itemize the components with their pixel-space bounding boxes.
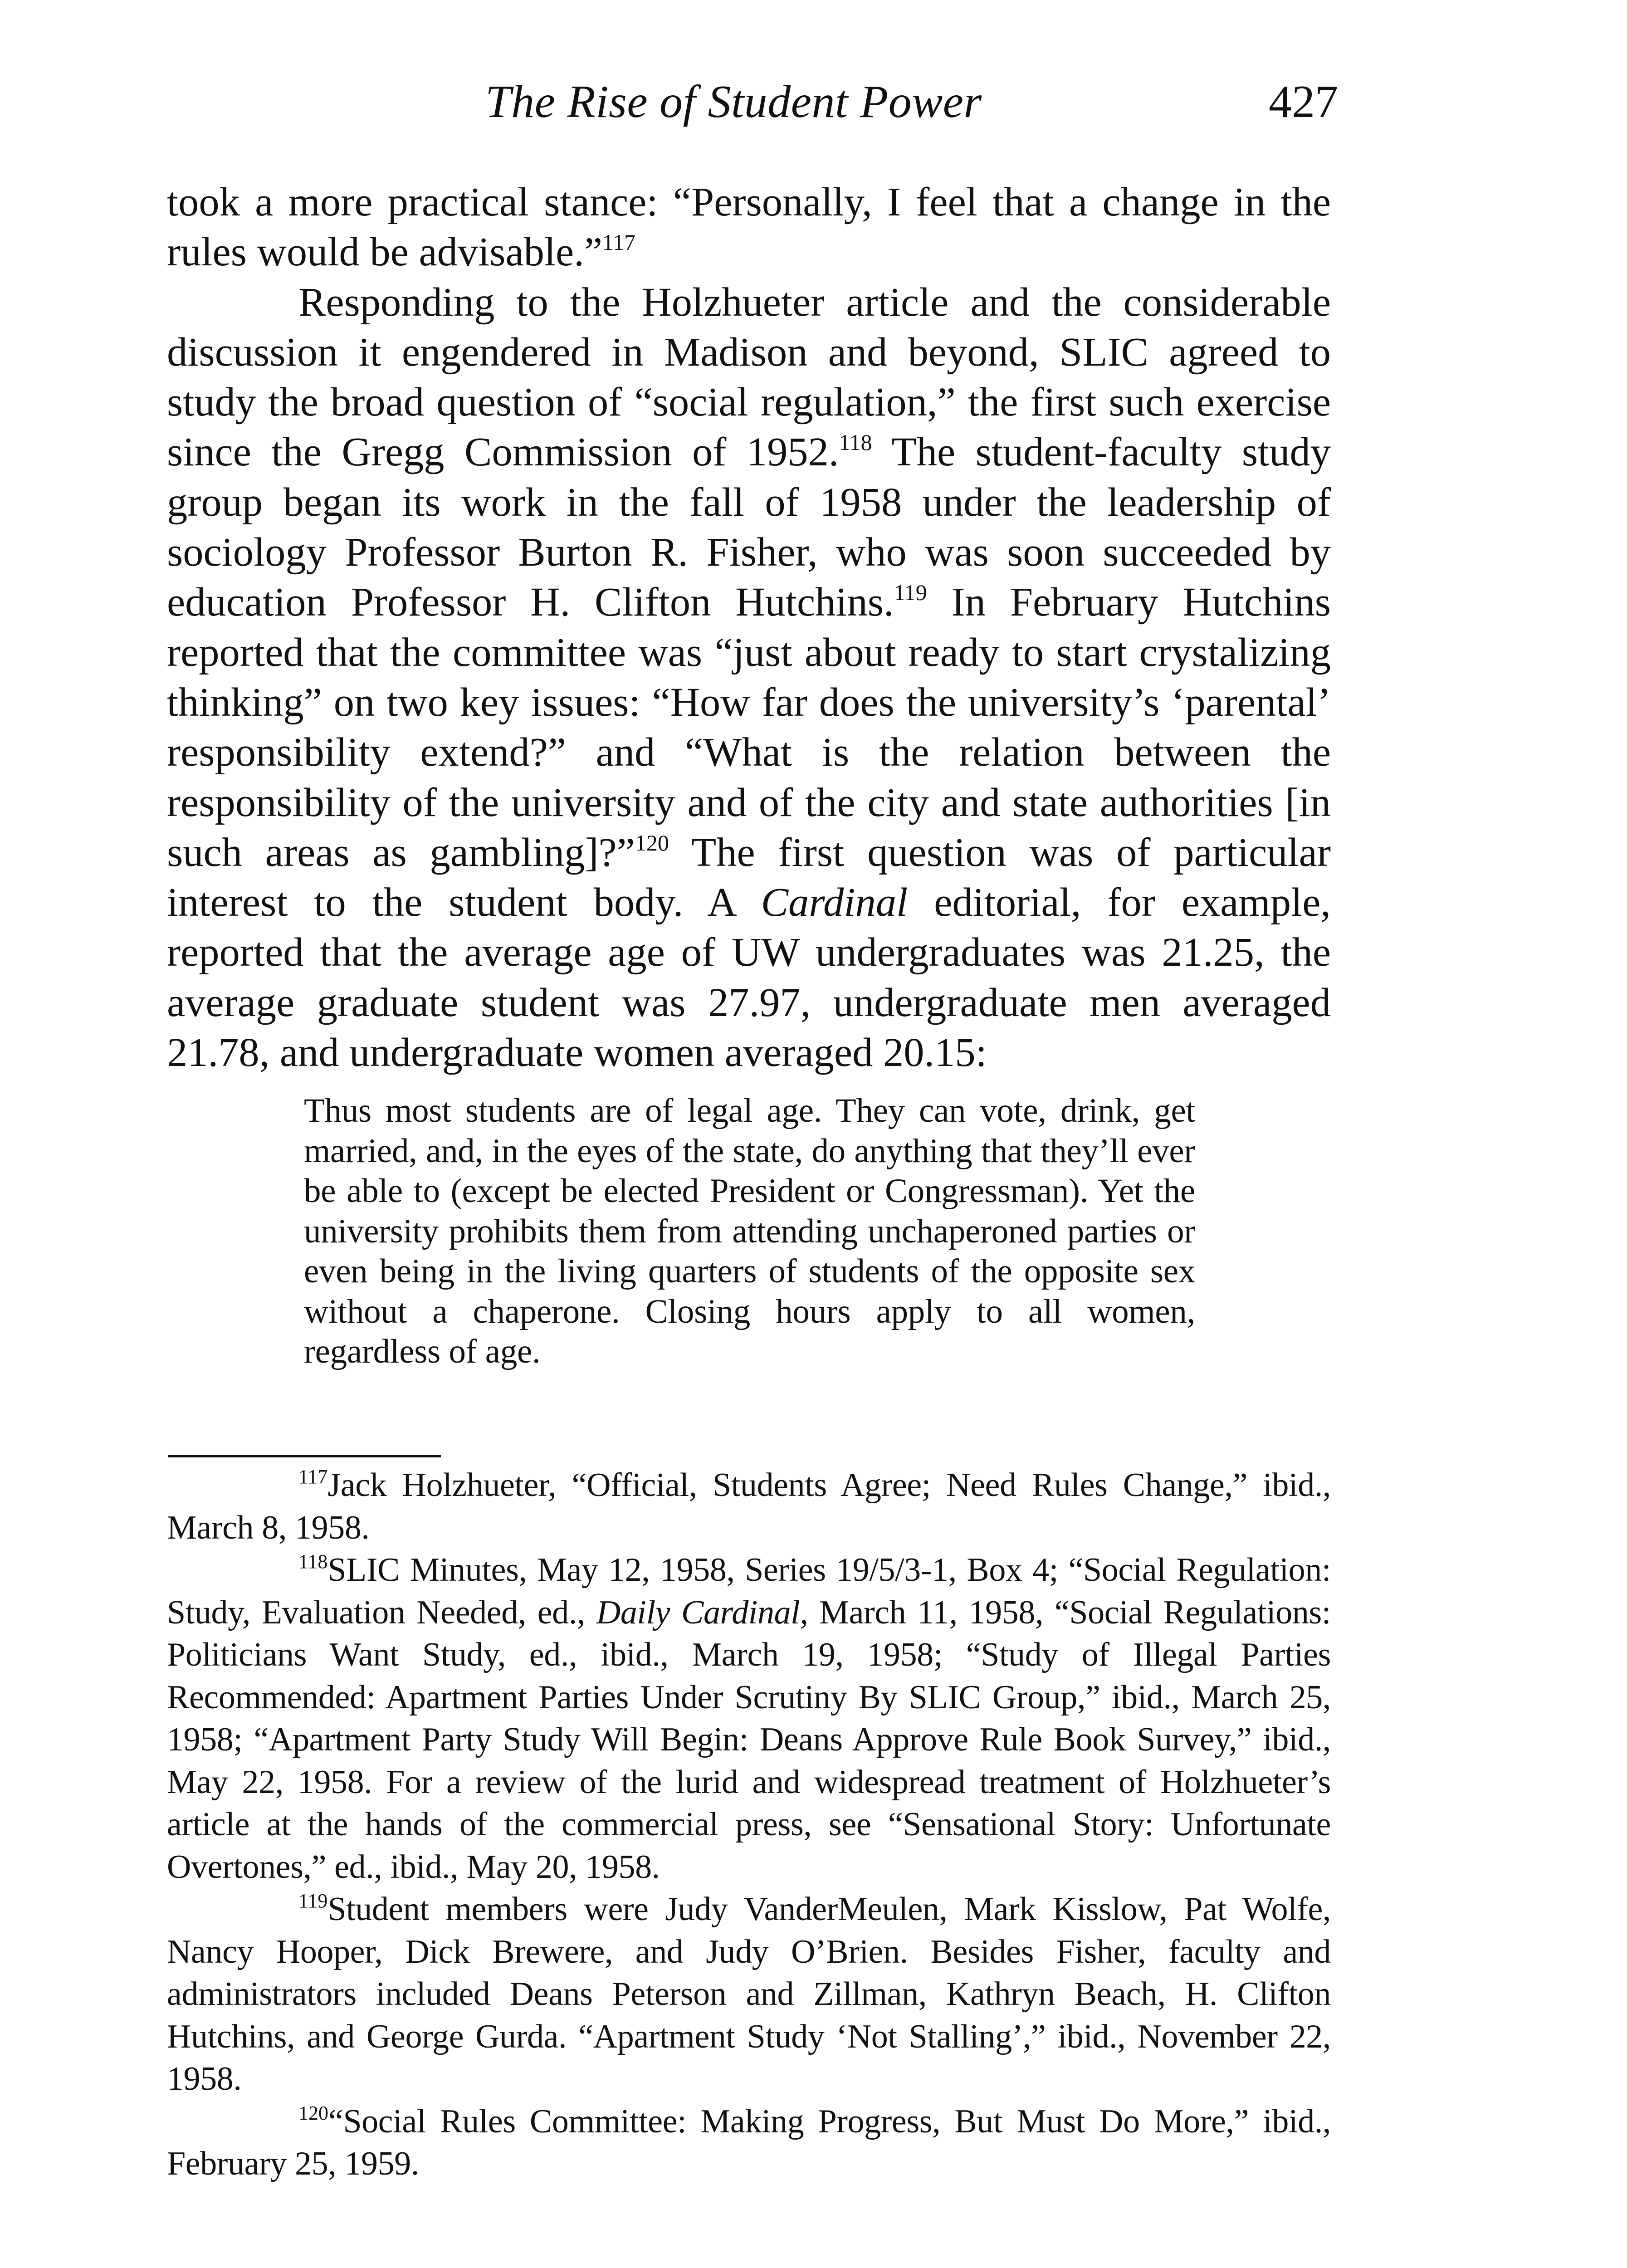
footnote-117: [167, 1464, 1331, 1549]
footnote-number: 117: [298, 1466, 328, 1488]
footnotes: [167, 1464, 1331, 2185]
paragraph: [167, 277, 1331, 1078]
footnote-divider: [168, 1455, 441, 1457]
publication-title: Cardinal: [761, 879, 908, 925]
footnote-ref-120[interactable]: 120: [635, 830, 669, 855]
paragraph-text: The student-faculty study group began its work in the fall of 1958 under the leadership of sociology Professor Burton R. Fisher, who was soon succeeded by education Professor H. Clifton Hutchins.: [167, 429, 1331, 625]
paragraph-text: editorial, for example, reported that the average age of UW undergraduates was 21.25, the average graduate student was 27.97, undergraduate men averaged 21.78, and undergraduate women averaged 20.15:: [167, 879, 1331, 1075]
footnote-ref-117[interactable]: 117: [602, 230, 636, 255]
paragraph-text: The first question was of particular interest to the student body. A: [167, 829, 1331, 925]
footnote-ref-119[interactable]: 119: [894, 580, 927, 606]
footnote-119: [167, 1888, 1331, 2101]
paragraph-text: In February Hutchins reported that the committee was “just about ready to start crystalizing thinking” on two key issues: “How far does the university’s ‘parental’ responsibility extend?” and “What is the relation between the responsibility of the university and of the city and state authorities [in such areas as gambling]?”: [167, 579, 1331, 875]
footnote-120: [167, 2101, 1331, 2185]
running-title: The Rise of Student Power: [485, 76, 982, 127]
page-number: 427: [1269, 76, 1338, 127]
footnote-number: 120: [298, 2102, 328, 2124]
footnote-text: “Social Rules Committee: Making Progress, But Must Do More,” ibid., February 25, 1959.: [167, 2102, 1331, 2182]
paragraph-continuation: [167, 177, 1331, 277]
page-header: [485, 68, 1338, 136]
block-quote: Thus most students are of legal age. They can vote, drink, get married, and, in the eyes of the state, do anything that they’ll ever be able to (except be elected President or Congressman). Yet the university prohibits them from attending unchaperoned parties or even being in the living quarters of students of the opposite sex without a chaperone. Closing hours apply to all women, regardless of age.: [304, 1092, 1195, 1370]
footnote-ref-118[interactable]: 118: [839, 430, 872, 455]
main-text: [167, 177, 1331, 1077]
paragraph-text: took a more practical stance: “Personally, I feel that a change in the rules would be advisable.”: [167, 179, 1331, 275]
footnote-text: Jack Holzhueter, “Official, Students Agree; Need Rules Change,” ibid., March 8, 1958.: [167, 1466, 1331, 1546]
footnote-number: 119: [298, 1890, 328, 1912]
footnote-text: Student members were Judy VanderMeulen, Mark Kisslow, Pat Wolfe, Nancy Hooper, Dick Brewere, and Judy O’Brien. Besides Fisher, faculty and administrators included Deans Peterson and Zillman, Kathryn Beach, H. Clifton Hutchins, and George Gurda. “Apartment Study ‘Not Stalling’,” ibid., November 22, 1958.: [167, 1891, 1331, 2097]
footnote-text: SLIC Minutes, May 12, 1958, Series 19/5/3-1, Box 4; “Social Regulation: Study, Evaluation Needed, ed.,: [167, 1551, 1331, 1631]
publication-title: Daily Cardinal,: [596, 1593, 808, 1631]
paragraph-text: Responding to the Holzhueter article and the considerable discussion it engendered in Madison and beyond, SLIC agreed to study the broad question of “social regulation,” the first such exercise since the Gregg Commission of 1952.: [167, 279, 1331, 475]
footnote-text: March 11, 1958, “Social Regulations: Politicians Want Study, ed., ibid., March 19, 1958; “Study of Illegal Parties Recommended: Apartment Parties Under Scrutiny By SLIC Group,” ibid., March 25, 1958; “Apartment Party Study Will Begin: Deans Approve Rule Book Survey,” ibid., May 22, 1958. For a review of the lurid and widespread treatment of Holzhueter’s article at the hands of the commercial press, see “Sensational Story: Unfortunate Overtones,” ed., ibid., May 20, 1958.: [167, 1593, 1331, 1886]
footnote-number: 118: [298, 1550, 328, 1573]
footnote-118: [167, 1549, 1331, 1888]
